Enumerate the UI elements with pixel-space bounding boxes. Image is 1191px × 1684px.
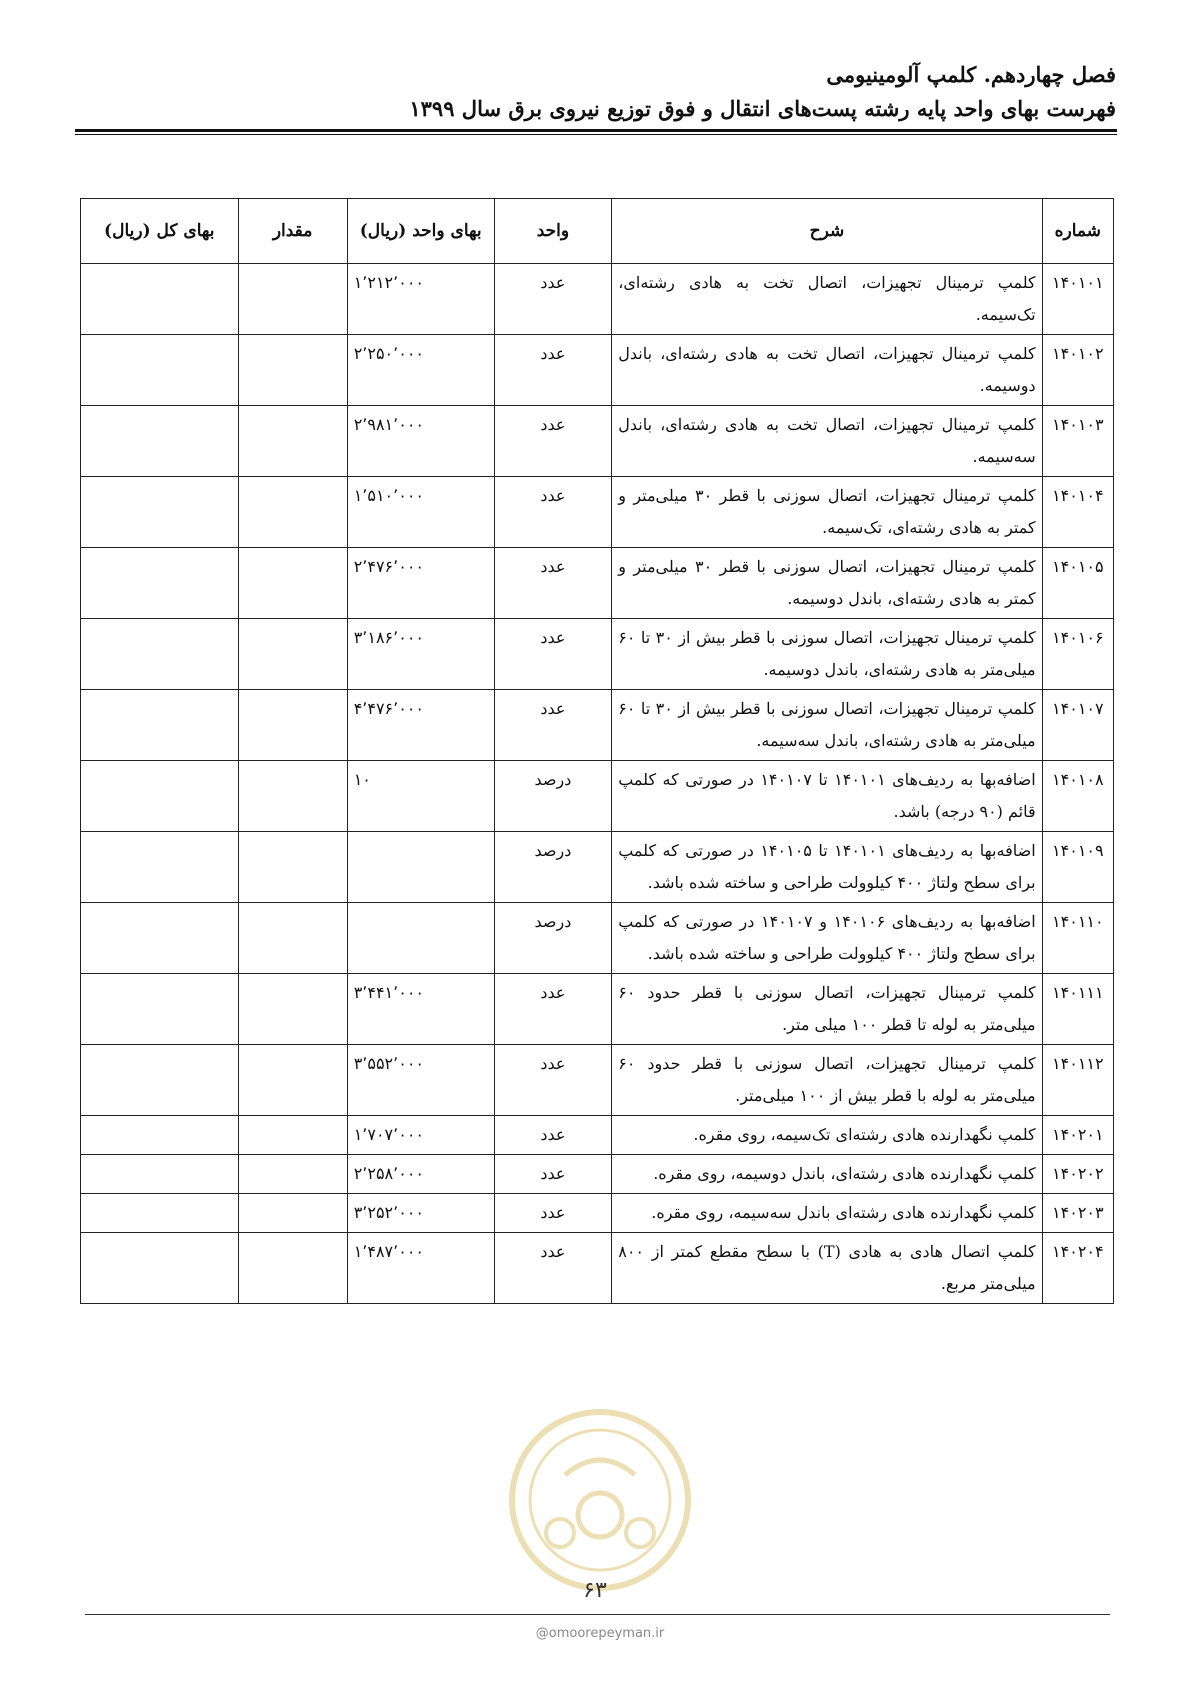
row-total-price — [81, 477, 239, 548]
col-header-unit: واحد — [494, 199, 612, 264]
row-quantity — [238, 619, 347, 690]
col-header-desc: شرح — [612, 199, 1042, 264]
table-row — [81, 1233, 1114, 1304]
watermark-seal-icon — [505, 1405, 695, 1595]
row-code: ۱۴۰۱۰۶ — [1042, 619, 1113, 690]
row-description: اضافه‌بها به ردیف‌های ۱۴۰۱۰۱ تا ۱۴۰۱۰۷ در صورتی که کلمپ قائم (۹۰ درجه) باشد. — [612, 761, 1042, 832]
row-total-price — [81, 903, 239, 974]
row-description: اضافه‌بها به ردیف‌های ۱۴۰۱۰۶ و ۱۴۰۱۰۷ در صورتی که کلمپ برای سطح ولتاژ ۴۰۰ کیلوولت طراحی و ساخته شده باشد. — [612, 903, 1042, 974]
price-table — [80, 198, 1114, 1304]
row-total-price — [81, 1045, 239, 1116]
table-row — [81, 1045, 1114, 1116]
page-header — [409, 58, 1116, 126]
row-total-price — [81, 335, 239, 406]
row-unit-price: ۱٬۷۰۷٬۰۰۰ — [347, 1116, 494, 1155]
row-unit: عدد — [494, 335, 612, 406]
row-quantity — [238, 1233, 347, 1304]
row-unit-price: ۳٬۱۸۶٬۰۰۰ — [347, 619, 494, 690]
row-unit-price — [347, 832, 494, 903]
row-unit: عدد — [494, 1045, 612, 1116]
row-unit: عدد — [494, 406, 612, 477]
row-unit: عدد — [494, 974, 612, 1045]
row-code: ۱۴۰۲۰۴ — [1042, 1233, 1113, 1304]
row-quantity — [238, 690, 347, 761]
col-header-qty: مقدار — [238, 199, 347, 264]
row-unit-price: ۱٬۴۸۷٬۰۰۰ — [347, 1233, 494, 1304]
row-code: ۱۴۰۱۱۲ — [1042, 1045, 1113, 1116]
row-quantity — [238, 335, 347, 406]
row-total-price — [81, 619, 239, 690]
header-rule-thick — [75, 129, 1117, 132]
row-code: ۱۴۰۲۰۳ — [1042, 1194, 1113, 1233]
table-row — [81, 548, 1114, 619]
row-code: ۱۴۰۱۰۵ — [1042, 548, 1113, 619]
row-unit: درصد — [494, 903, 612, 974]
row-total-price — [81, 1194, 239, 1233]
row-description: اضافه‌بها به ردیف‌های ۱۴۰۱۰۱ تا ۱۴۰۱۰۵ در صورتی که کلمپ برای سطح ولتاژ ۴۰۰ کیلوولت طراحی و ساخته شده باشد. — [612, 832, 1042, 903]
row-code: ۱۴۰۱۰۱ — [1042, 264, 1113, 335]
row-unit-price: ۱۰ — [347, 761, 494, 832]
row-quantity — [238, 1045, 347, 1116]
page-number: ۶۳ — [583, 1578, 607, 1603]
row-code: ۱۴۰۱۰۲ — [1042, 335, 1113, 406]
row-code: ۱۴۰۱۱۱ — [1042, 974, 1113, 1045]
row-code: ۱۴۰۲۰۱ — [1042, 1116, 1113, 1155]
row-unit-price: ۲٬۲۵۰٬۰۰۰ — [347, 335, 494, 406]
table-row — [81, 477, 1114, 548]
row-code: ۱۴۰۱۰۳ — [1042, 406, 1113, 477]
table-row — [81, 690, 1114, 761]
row-code: ۱۴۰۱۰۹ — [1042, 832, 1113, 903]
row-unit: عدد — [494, 548, 612, 619]
row-unit: عدد — [494, 1116, 612, 1155]
site-url: @omoorepeyman.ir — [535, 1626, 665, 1641]
table-row — [81, 619, 1114, 690]
row-total-price — [81, 548, 239, 619]
row-quantity — [238, 477, 347, 548]
col-header-code: شماره — [1042, 199, 1113, 264]
row-unit-price: ۳٬۲۵۲٬۰۰۰ — [347, 1194, 494, 1233]
row-total-price — [81, 264, 239, 335]
row-unit: عدد — [494, 1194, 612, 1233]
table-row — [81, 1116, 1114, 1155]
row-description: کلمپ ترمینال تجهیزات، اتصال سوزنی با قطر ۳۰ میلی‌متر و کمتر به هادی رشته‌ای، تک‌سیمه. — [612, 477, 1042, 548]
row-quantity — [238, 1194, 347, 1233]
row-total-price — [81, 832, 239, 903]
row-quantity — [238, 903, 347, 974]
row-quantity — [238, 406, 347, 477]
row-total-price — [81, 1155, 239, 1194]
row-code: ۱۴۰۱۰۷ — [1042, 690, 1113, 761]
row-unit: عدد — [494, 264, 612, 335]
col-header-unit-price: بهای واحد (ریال) — [347, 199, 494, 264]
row-quantity — [238, 974, 347, 1045]
row-quantity — [238, 1116, 347, 1155]
table-row — [81, 1194, 1114, 1233]
row-description: کلمپ نگهدارنده هادی رشته‌ای تک‌سیمه، روی مقره. — [612, 1116, 1042, 1155]
table-row — [81, 974, 1114, 1045]
table-row — [81, 761, 1114, 832]
row-unit-price: ۲٬۲۵۸٬۰۰۰ — [347, 1155, 494, 1194]
row-quantity — [238, 264, 347, 335]
row-quantity — [238, 1155, 347, 1194]
row-description: کلمپ ترمینال تجهیزات، اتصال تخت به هادی رشته‌ای، تک‌سیمه. — [612, 264, 1042, 335]
row-description: کلمپ ترمینال تجهیزات، اتصال سوزنی با قطر حدود ۶۰ میلی‌متر به لوله با قطر بیش از ۱۰۰ میلی‌متر. — [612, 1045, 1042, 1116]
row-unit-price: ۱٬۲۱۲٬۰۰۰ — [347, 264, 494, 335]
row-description: کلمپ نگهدارنده هادی رشته‌ای باندل سه‌سیمه، روی مقره. — [612, 1194, 1042, 1233]
row-description: کلمپ ترمینال تجهیزات، اتصال سوزنی با قطر بیش از ۳۰ تا ۶۰ میلی‌متر به هادی رشته‌ای، باندل دوسیمه. — [612, 619, 1042, 690]
row-total-price — [81, 761, 239, 832]
row-total-price — [81, 1116, 239, 1155]
row-total-price — [81, 1233, 239, 1304]
footer-rule — [85, 1614, 1110, 1615]
row-unit-price: ۳٬۴۴۱٬۰۰۰ — [347, 974, 494, 1045]
row-unit: عدد — [494, 619, 612, 690]
chapter-title: فصل چهاردهم. کلمپ آلومینیومی — [826, 62, 1116, 87]
row-quantity — [238, 761, 347, 832]
row-code: ۱۴۰۱۰۸ — [1042, 761, 1113, 832]
row-description: کلمپ اتصال هادی به هادی (T) با سطح مقطع کمتر از ۸۰۰ میلی‌متر مربع. — [612, 1233, 1042, 1304]
row-unit: درصد — [494, 761, 612, 832]
row-description: کلمپ ترمینال تجهیزات، اتصال تخت به هادی رشته‌ای، باندل سه‌سیمه. — [612, 406, 1042, 477]
row-code: ۱۴۰۱۱۰ — [1042, 903, 1113, 974]
row-unit: عدد — [494, 477, 612, 548]
row-unit-price: ۳٬۵۵۲٬۰۰۰ — [347, 1045, 494, 1116]
row-unit-price — [347, 903, 494, 974]
list-title: فهرست بهای واحد پایه رشته پست‌های انتقال و فوق توزیع نیروی برق سال ۱۳۹۹ — [409, 96, 1116, 121]
row-code: ۱۴۰۱۰۴ — [1042, 477, 1113, 548]
row-unit-price: ۲٬۹۸۱٬۰۰۰ — [347, 406, 494, 477]
row-description: کلمپ ترمینال تجهیزات، اتصال سوزنی با قطر بیش از ۳۰ تا ۶۰ میلی‌متر به هادی رشته‌ای، باندل سه‌سیمه. — [612, 690, 1042, 761]
row-unit-price: ۱٬۵۱۰٬۰۰۰ — [347, 477, 494, 548]
row-quantity — [238, 832, 347, 903]
table-row — [81, 335, 1114, 406]
table-row — [81, 832, 1114, 903]
table-row — [81, 264, 1114, 335]
row-unit-price: ۲٬۴۷۶٬۰۰۰ — [347, 548, 494, 619]
row-description: کلمپ ترمینال تجهیزات، اتصال سوزنی با قطر ۳۰ میلی‌متر و کمتر به هادی رشته‌ای، باندل دوسیمه. — [612, 548, 1042, 619]
row-total-price — [81, 974, 239, 1045]
table-header-row — [81, 199, 1114, 264]
row-total-price — [81, 690, 239, 761]
row-unit: درصد — [494, 832, 612, 903]
table-row — [81, 406, 1114, 477]
row-unit: عدد — [494, 1233, 612, 1304]
header-rule-thin — [75, 134, 1117, 135]
row-description: کلمپ ترمینال تجهیزات، اتصال سوزنی با قطر حدود ۶۰ میلی‌متر به لوله تا قطر ۱۰۰ میلی متر. — [612, 974, 1042, 1045]
row-unit-price: ۴٬۴۷۶٬۰۰۰ — [347, 690, 494, 761]
table-row — [81, 903, 1114, 974]
row-description: کلمپ نگهدارنده هادی رشته‌ای، باندل دوسیمه، روی مقره. — [612, 1155, 1042, 1194]
row-total-price — [81, 406, 239, 477]
row-code: ۱۴۰۲۰۲ — [1042, 1155, 1113, 1194]
row-unit: عدد — [494, 1155, 612, 1194]
row-description: کلمپ ترمینال تجهیزات، اتصال تخت به هادی رشته‌ای، باندل دوسیمه. — [612, 335, 1042, 406]
row-unit: عدد — [494, 690, 612, 761]
row-quantity — [238, 548, 347, 619]
col-header-total: بهای کل (ریال) — [81, 199, 239, 264]
table-row — [81, 1155, 1114, 1194]
